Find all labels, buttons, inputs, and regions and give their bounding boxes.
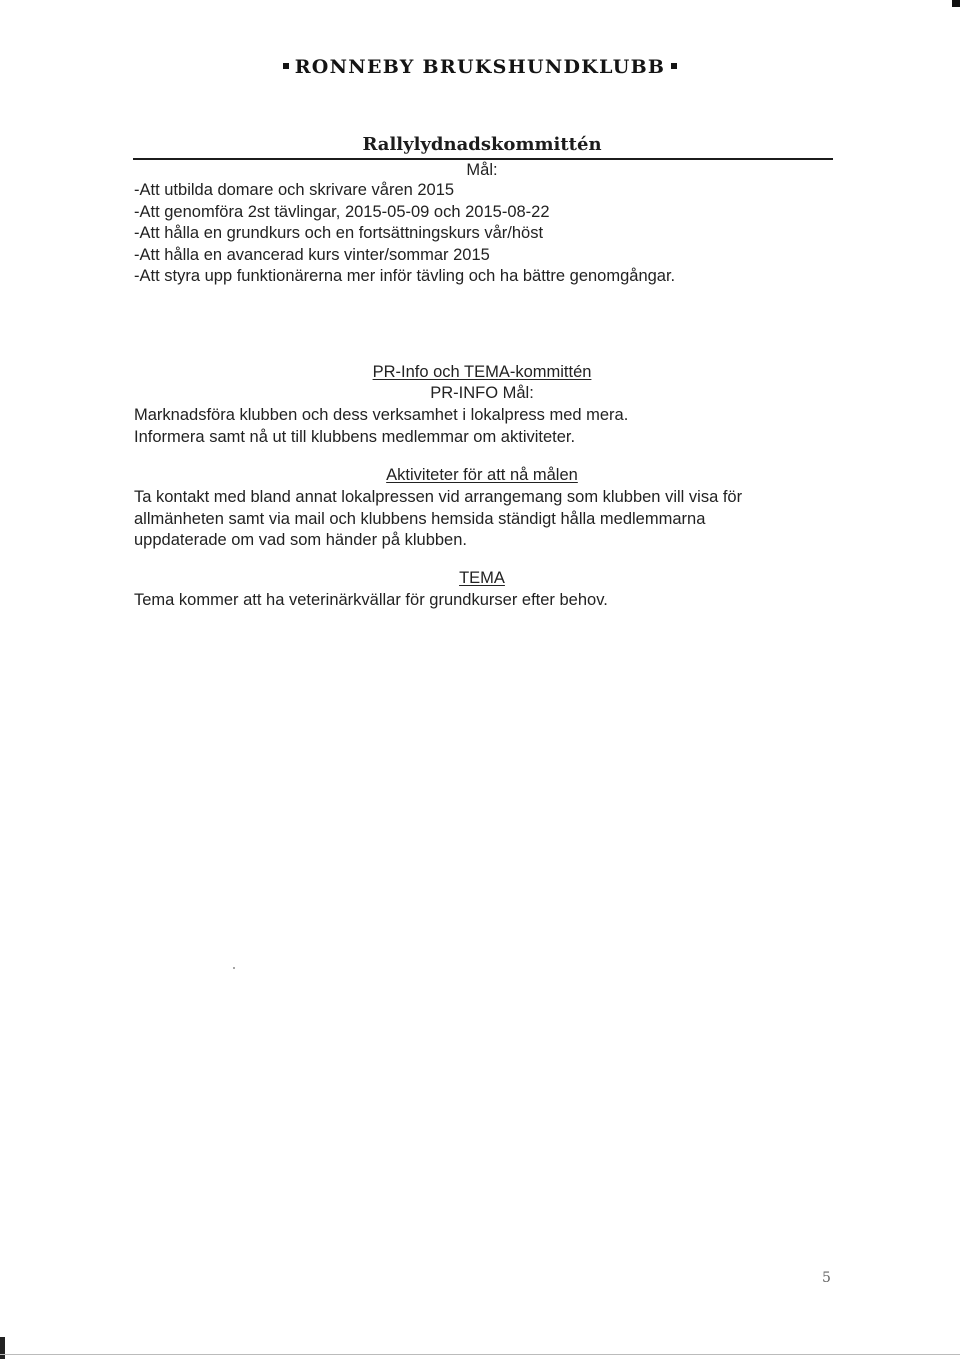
rally-goal-item: -Att utbilda domare och skrivare våren 2015 [134, 181, 455, 199]
activities-paragraph [134, 487, 834, 552]
club-header [0, 56, 960, 78]
rally-goal-heading: Mål: [466, 161, 498, 179]
header-bullet-left [283, 63, 289, 69]
pr-committee-title-text: PR-Info och TEMA-kommittén [372, 363, 592, 381]
scan-artifact-mark [0, 1337, 5, 1359]
rally-goal-item: -Att hålla en grundkurs och en fortsättningskurs vår/höst [134, 224, 544, 242]
pr-goal-paragraph [134, 405, 834, 448]
activities-line: uppdaterade om vad som händer på klubben. [134, 531, 467, 549]
pr-goal-heading: PR-INFO Mål: [430, 384, 534, 402]
tema-line: Tema kommer att ha veterinärkvällar för grundkurser efter behov. [134, 591, 608, 609]
scan-artifact-mark [952, 0, 960, 7]
pr-goal-line: Marknadsföra klubben och dess verksamhet i lokalpress med mera. [134, 406, 629, 424]
activities-line: Ta kontakt med bland annat lokalpressen vid arrangemang som klubben vill visa för [134, 488, 743, 506]
pr-goal-line: Informera samt nå ut till klubbens medlemmar om aktiviteter. [134, 427, 576, 446]
tema-heading-text: TEMA [459, 569, 505, 587]
rally-committee-title: Rallylydnadskommittén [362, 134, 602, 155]
scan-artifact-line [0, 1354, 960, 1355]
scan-speck [233, 967, 235, 969]
rally-goal-item: -Att hålla en avancerad kurs vinter/sommar 2015 [134, 245, 490, 264]
header-bullet-right [671, 63, 677, 69]
activities-heading [0, 466, 960, 485]
title-divider [133, 158, 833, 160]
tema-paragraph [134, 590, 834, 612]
rally-goal-item: -Att styra upp funktionärerna mer inför tävling och ha bättre genomgångar. [134, 267, 676, 285]
activities-line: allmänheten samt via mail och klubbens hemsida ständigt hålla medlemmarna [134, 509, 706, 528]
rally-goal-item: -Att genomföra 2st tävlingar, 2015-05-09 och 2015-08-22 [134, 202, 550, 221]
page-number: 5 [822, 1270, 831, 1286]
rally-goals-list [134, 180, 834, 288]
pr-committee-title [0, 363, 960, 382]
activities-heading-text: Aktiviteter för att nå målen [386, 466, 578, 484]
club-name: RONNEBY BRUKSHUNDKLUBB [294, 56, 666, 78]
tema-heading [0, 569, 960, 588]
